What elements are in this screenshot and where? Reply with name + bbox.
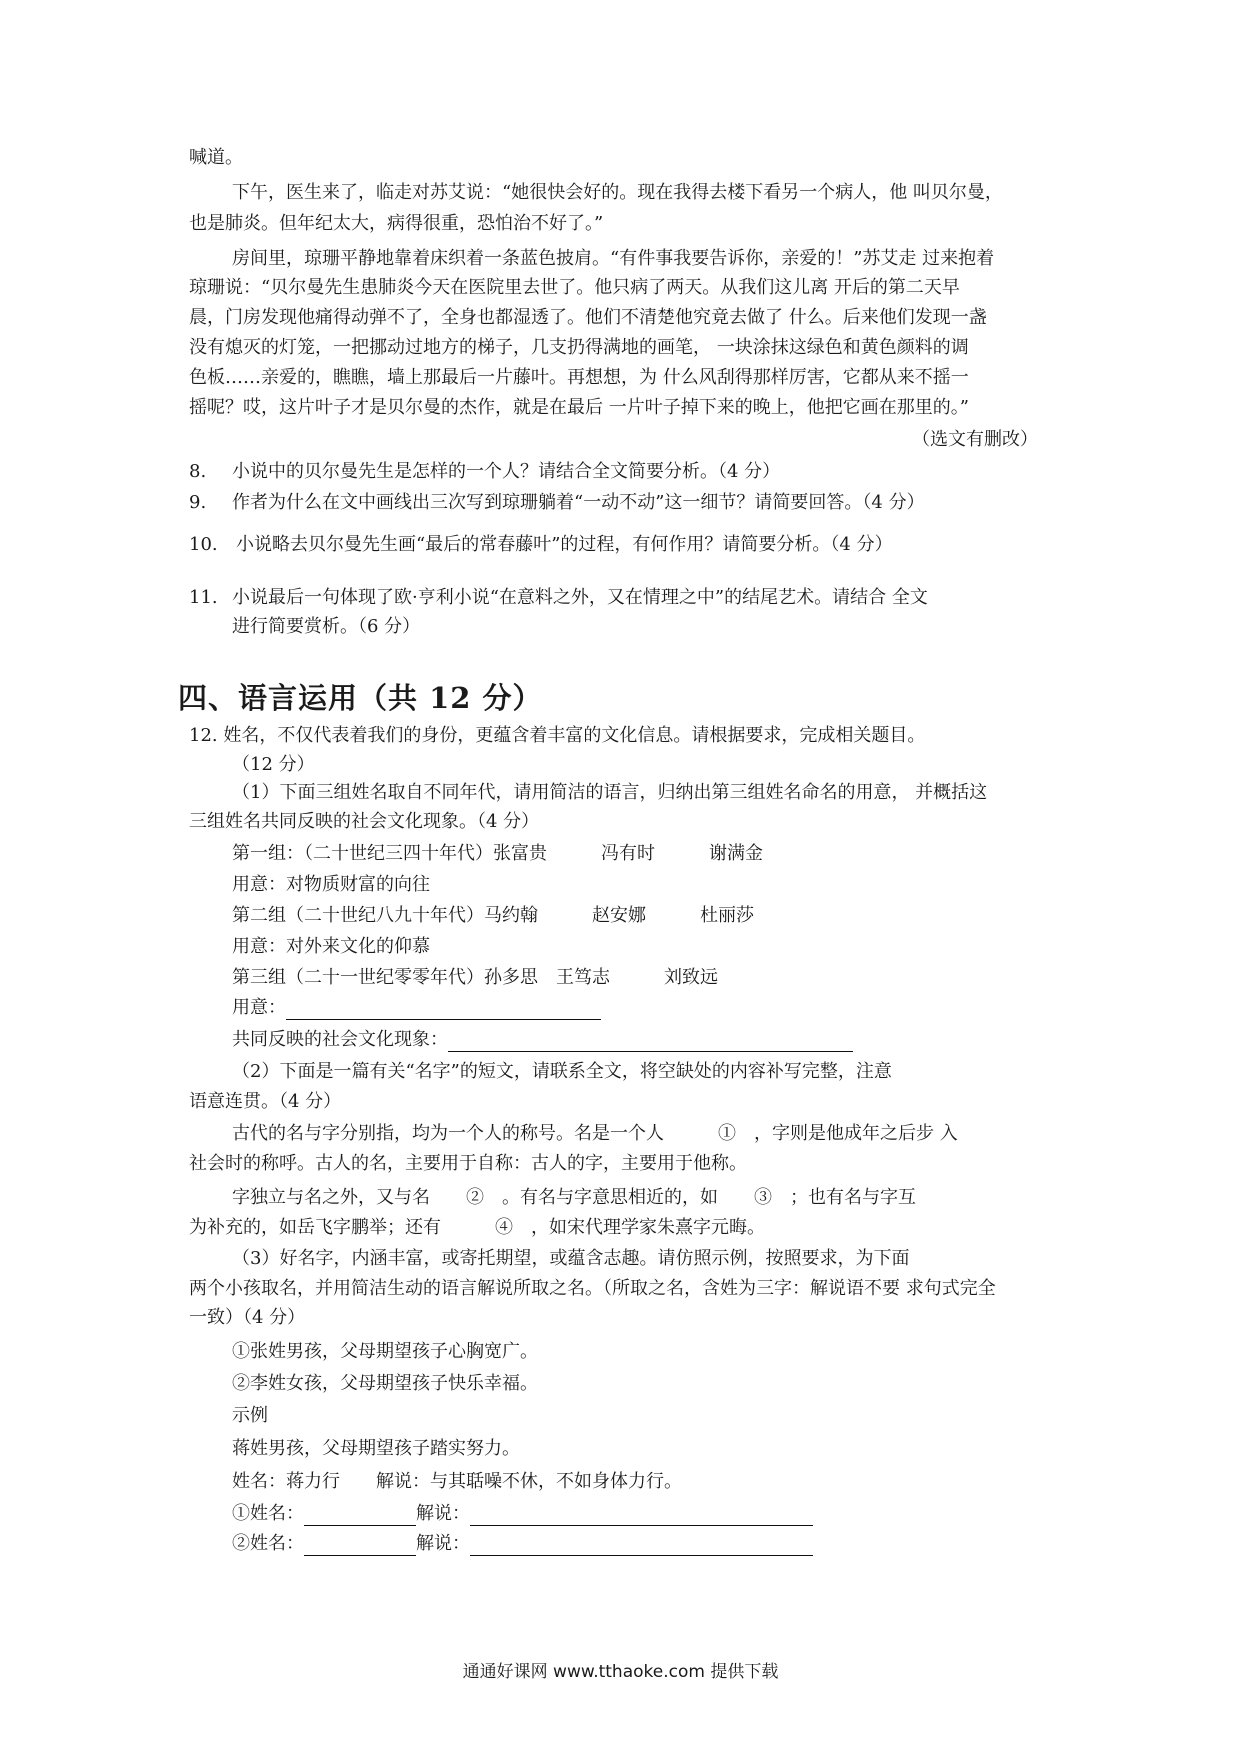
answer-row-2	[232, 1532, 813, 1556]
passage-line: 古代的名与字分别指，均为一个人的称号。名是一个人 ① ，字则是他成年之后步 入	[232, 1123, 958, 1144]
question-number: 9.	[189, 492, 207, 513]
question-number: 11.	[189, 587, 218, 608]
name-label: ①姓名：	[232, 1503, 304, 1524]
part-3-cont: 一致）（4 分）	[189, 1307, 306, 1328]
part-2-cont: 语意连贯。（4 分）	[189, 1091, 342, 1112]
explain-blank[interactable]	[470, 1507, 813, 1526]
name-group-2-meaning: 用意：对外来文化的仰慕	[232, 936, 430, 957]
story-line: 房间里，琼珊平静地靠着床织着一条蓝色披肩。“有件事我要告诉你，亲爱的！”苏艾走 过来抱着	[232, 248, 995, 269]
passage-line: 社会时的称呼。古人的名，主要用于自称：古人的字，主要用于他称。	[189, 1153, 747, 1174]
question-12: 12. 姓名，不仅代表着我们的身份，更蕴含着丰富的文化信息。请根据要求，完成相关题目。	[189, 725, 926, 746]
footer: 通通好课网 www.tthaoke.com 提供下载	[462, 1662, 779, 1682]
example-label: 示例	[232, 1405, 268, 1426]
name-group-1-meaning: 用意：对物质财富的向往	[232, 874, 430, 895]
answer-row-1	[232, 1502, 813, 1526]
name-label: ②姓名：	[232, 1533, 304, 1554]
passage-line: 为补充的，如岳飞字鹏举；还有 ④ ，如宋代理学家朱熹字元晦。	[189, 1217, 765, 1238]
common-phenomenon	[232, 1028, 853, 1052]
common-label: 共同反映的社会文化现象：	[232, 1029, 448, 1050]
meaning-label: 用意：	[232, 997, 286, 1018]
question-number: 10.	[189, 534, 218, 555]
example-line: 蒋姓男孩，父母期望孩子踏实努力。	[232, 1438, 520, 1459]
name-group-2: 第二组（二十世纪八九十年代）马约翰 赵安娜 杜丽莎	[232, 905, 754, 926]
answer-blank[interactable]	[448, 1033, 853, 1052]
name-group-3: 第三组（二十一世纪零零年代）孙多思 王笃志 刘致远	[232, 967, 718, 988]
question-9: 作者为什么在文中画线出三次写到琼珊躺着“一动不动”这一细节？请简要回答。（4 分）	[232, 492, 925, 513]
example-line: 姓名：蒋力行 解说：与其聒噪不休，不如身体力行。	[232, 1471, 682, 1492]
story-line: 晨，门房发现他痛得动弹不了，全身也都湿透了。他们不清楚他究竟去做了 什么。后来他们发现一盏	[189, 307, 987, 328]
story-line: 没有熄灭的灯笼，一把挪动过地方的梯子，几支扔得满地的画笔， 一块涂抹这绿色和黄色颜料的调	[189, 337, 969, 358]
part-1: （1）下面三组姓名取自不同年代，请用简洁的语言，归纳出第三组姓名命名的用意， 并概括这	[232, 782, 988, 803]
source-note: （选文有删改）	[912, 429, 1038, 450]
name-group-3-meaning	[232, 996, 601, 1020]
section-title: 四、语言运用（共 12 分）	[178, 681, 543, 715]
story-line: 色板……亲爱的，瞧瞧，墙上那最后一片藤叶。再想想，为 什么风刮得那样厉害，它都从来不摇一	[189, 367, 969, 388]
story-line: 琼珊说：“贝尔曼先生患肺炎今天在医院里去世了。他只病了两天。从我们这儿离 开后的第二天早	[189, 277, 960, 298]
story-line: 喊道。	[189, 147, 243, 168]
question-8: 小说中的贝尔曼先生是怎样的一个人？请结合全文简要分析。（4 分）	[232, 461, 781, 482]
name-blank[interactable]	[304, 1507, 416, 1526]
question-12-score: （12 分）	[232, 754, 315, 775]
name-blank[interactable]	[304, 1537, 416, 1556]
question-11: 小说最后一句体现了欧·亨利小说“在意料之外，又在情理之中”的结尾艺术。请结合 全文	[232, 587, 928, 608]
question-10: 小说略去贝尔曼先生画“最后的常春藤叶”的过程，有何作用？请简要分析。（4 分）	[236, 534, 893, 555]
story-line: 摇呢？哎，这片叶子才是贝尔曼的杰作，就是在最后 一片叶子掉下来的晚上，他把它画在那里的。”	[189, 397, 969, 418]
child-2: ②李姓女孩，父母期望孩子快乐幸福。	[232, 1373, 538, 1394]
passage-line: 字独立与名之外，又与名 ② 。有名与字意思相近的，如 ③ ；也有名与字互	[232, 1187, 916, 1208]
question-11-cont: 进行简要赏析。（6 分）	[232, 616, 421, 637]
part-3-cont: 两个小孩取名，并用简洁生动的语言解说所取之名。（所取之名，含姓为三字：解说语不要 求句式完全	[189, 1278, 996, 1299]
part-1-cont: 三组姓名共同反映的社会文化现象。（4 分）	[189, 811, 540, 832]
part-3: （3）好名字，内涵丰富，或寄托期望，或蕴含志趣。请仿照示例，按照要求，为下面	[232, 1248, 910, 1269]
name-group-1: 第一组：（二十世纪三四十年代）张富贵 冯有时 谢满金	[232, 843, 763, 864]
answer-blank[interactable]	[286, 1001, 601, 1020]
explain-label: 解说：	[416, 1503, 470, 1524]
child-1: ①张姓男孩，父母期望孩子心胸宽广。	[232, 1341, 538, 1362]
explain-label: 解说：	[416, 1533, 470, 1554]
story-line: 也是肺炎。但年纪太大，病得很重，恐怕治不好了。”	[189, 213, 604, 234]
part-2: （2）下面是一篇有关“名字”的短文，请联系全文，将空缺处的内容补写完整，注意	[232, 1061, 892, 1082]
explain-blank[interactable]	[470, 1537, 813, 1556]
question-number: 8.	[189, 461, 207, 482]
story-line: 下午，医生来了，临走对苏艾说：“她很快会好的。现在我得去楼下看另一个病人，他 叫贝尔曼，	[232, 182, 1003, 203]
